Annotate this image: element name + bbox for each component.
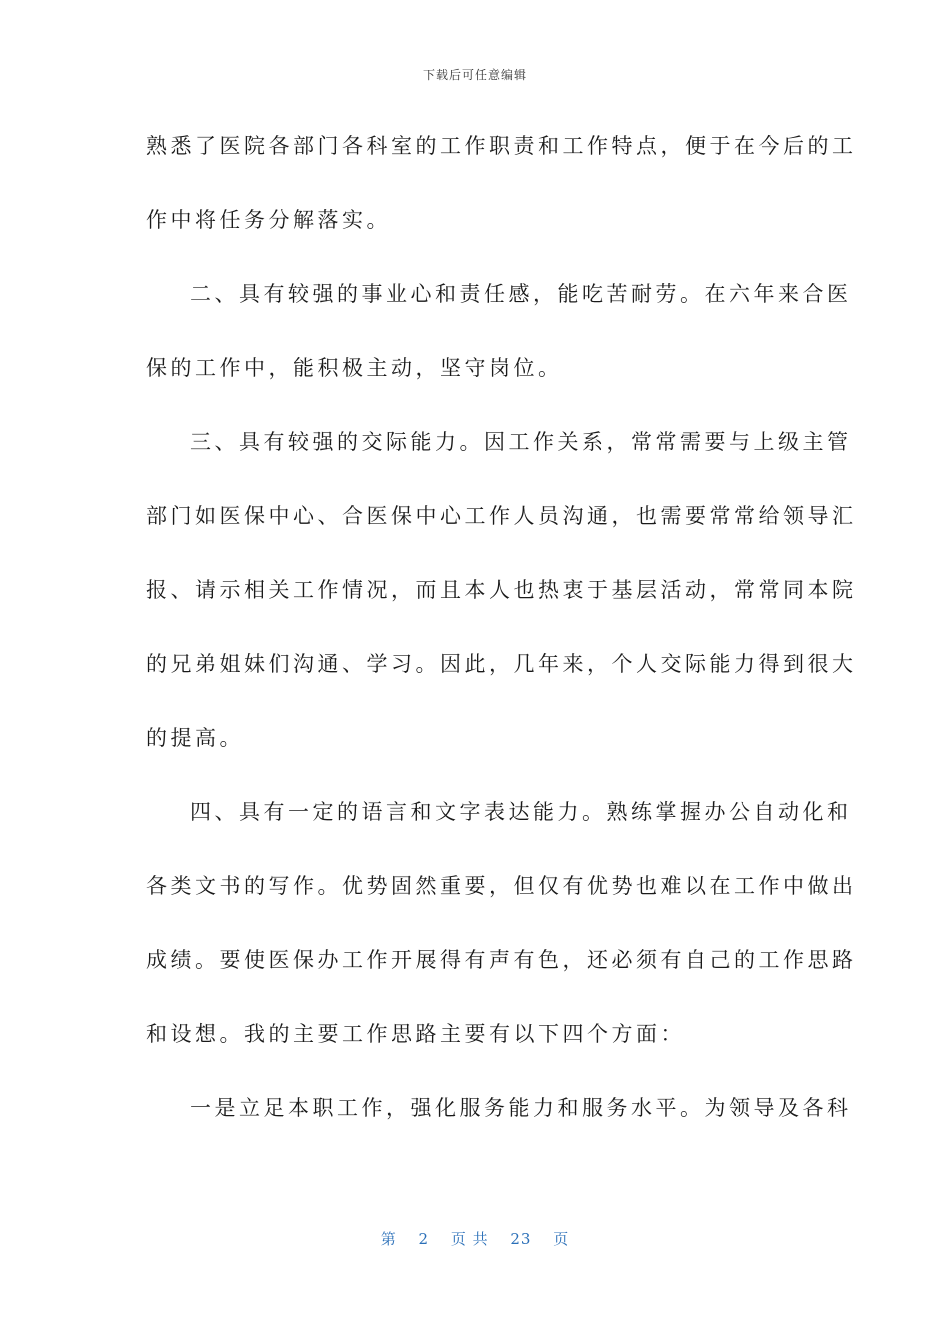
footer-prefix: 第 [380, 1230, 397, 1248]
document-body [146, 124, 857, 1160]
text-line: 熟悉了医院各部门各科室的工作职责和工作特点，便于在今后的工 [146, 134, 857, 158]
text-line: 各类文书的写作。优势固然重要，但仅有优势也难以在工作中做出 [146, 874, 857, 898]
text-line: 作中将任务分解落实。 [146, 208, 391, 232]
text-line: 的兄弟姐妹们沟通、学习。因此，几年来，个人交际能力得到很大 [146, 652, 857, 676]
footer-page-number: 2 [418, 1230, 430, 1248]
text-line: 四、具有一定的语言和文字表达能力。熟练掌握办公自动化和 [190, 800, 852, 824]
text-line: 三、具有较强的交际能力。因工作关系，常常需要与上级主管 [190, 430, 852, 454]
footer-middle: 页 共 [450, 1230, 489, 1248]
text-line: 报、请示相关工作情况，而且本人也热衷于基层活动，常常同本院 [146, 578, 857, 602]
text-line: 一是立足本职工作，强化服务能力和服务水平。为领导及各科 [190, 1096, 852, 1120]
header-note: 下载后可任意编辑 [422, 68, 527, 82]
text-line: 部门如医保中心、合医保中心工作人员沟通，也需要常常给领导汇 [146, 504, 857, 528]
text-line: 的提高。 [146, 726, 244, 750]
text-line: 二、具有较强的事业心和责任感，能吃苦耐劳。在六年来合医 [190, 282, 852, 306]
footer-suffix: 页 [553, 1230, 570, 1248]
text-line: 成绩。要使医保办工作开展得有声有色，还必须有自己的工作思路 [146, 948, 857, 972]
text-line: 保的工作中，能积极主动，坚守岗位。 [146, 356, 563, 380]
footer-total-pages: 23 [510, 1230, 532, 1248]
text-line: 和设想。我的主要工作思路主要有以下四个方面： [146, 1022, 685, 1046]
page-footer [0, 1228, 950, 1249]
